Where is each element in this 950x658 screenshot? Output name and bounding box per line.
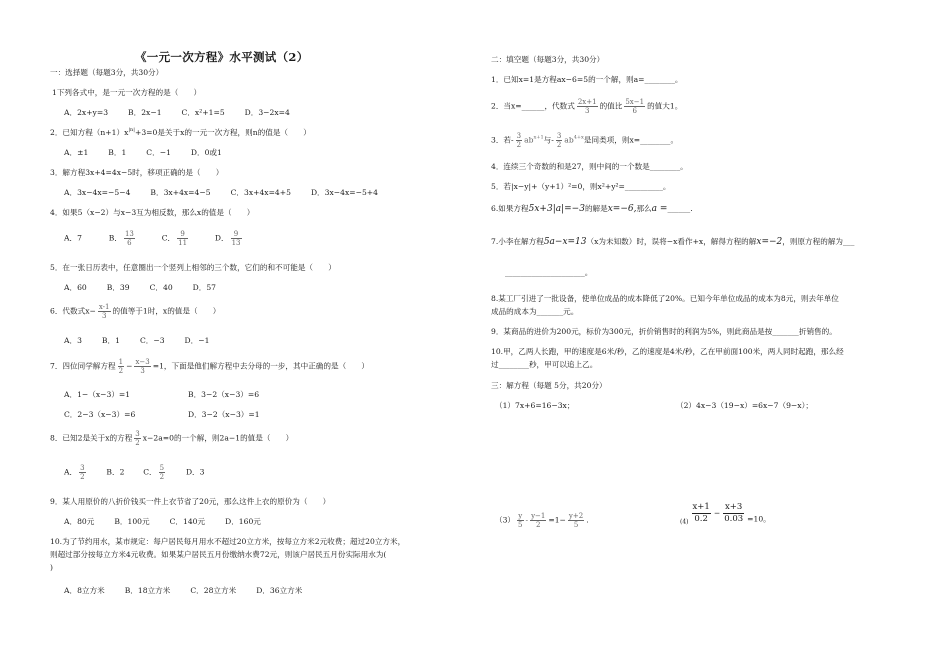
option-a: A．2x+y=3 [64, 108, 109, 117]
question-10-line-3: ) [50, 563, 53, 572]
question-6-options [64, 336, 229, 346]
solve-equation-3: （3） $\frac{y}{5}$ - $\frac{y-1}{2}$ =1− $\frac{y+2}{5}$ . [495, 512, 589, 529]
question-4-options: A．7 B． $\frac{13}{6}$ C． $\frac{9}{11}$ D． $\frac{9}{13}$ [64, 230, 241, 247]
fraction: $\frac{1}{2}$ [118, 358, 124, 375]
fill-question-6: 6.如果方程5x+3|a|=−3的解是x=−6,那么a =______. [491, 204, 693, 214]
fill-question-7: 7.小李在解方程5a−x=13（x为未知数）时，误将−x看作+x，解得方程的解x=−2，则原方程的解为___ [491, 237, 855, 247]
option-d: D．3x−4x=−5+4 [310, 188, 378, 197]
exam-title: 《一元一次方程》水平测试（2） [135, 50, 309, 64]
section-choice-heading: 一：选择题（每题3分，共30分） [50, 68, 164, 77]
option-d: D．57 [192, 283, 217, 292]
option-c: C．40 [149, 283, 173, 292]
question-5-options [64, 283, 236, 293]
solve-equation-2: （2）4x−3（19−x）=6x−7（9−x）； [676, 401, 813, 410]
solve-equation-4: $_{(4)}$ $\frac{x+1}{0.2}$ − $\frac{x+3}{0.03}$ =10。 [680, 502, 771, 526]
option-c: C．140元 [169, 517, 206, 526]
fraction: $\frac{3}{2}$ [135, 430, 140, 447]
option-d: D．−1 [184, 336, 210, 345]
fraction: $\frac{9}{11}$ [178, 230, 188, 247]
fraction: $\frac{3}{2}$ [80, 464, 85, 481]
option-c: C．x²+1=5 [181, 108, 225, 117]
fill-question-1: 1．已知x=1是方程ax−6=5的一个解，则a=________。 [491, 75, 683, 84]
option-a: A．60 [64, 283, 87, 292]
fill-question-3: 3．若- $\frac{3}{2}$ $ab^{x+1}$与- $\frac{3}{2}$ $ab^{4+x}$是同类项，则x=________。 [491, 132, 679, 149]
fill-question-5: 5．若|x−y|+（y+1）²=0，则x²+y²=__________。 [491, 182, 671, 191]
fill-question-10-line-2: 过________秒，甲可以追上乙。 [491, 360, 598, 369]
question-3-options [64, 188, 398, 198]
question-9-options [64, 517, 281, 527]
fraction: $\frac{3}{2}$ [556, 132, 562, 149]
question-2-options [64, 148, 242, 158]
fill-question-10-line-1: 10.甲，乙两人长跑，甲的速度是6米/秒，乙的速度是4米/秒，乙在甲前面100米，两人同时起跑，那么经 [491, 347, 844, 356]
question-1: 1下列各式中，是一元一次方程的是（ ） [52, 88, 202, 97]
option-b: B．3x+4x=4−5 [150, 188, 211, 197]
option-d: D．0或1 [190, 148, 222, 157]
option-b: B．39 [106, 283, 130, 292]
fraction: $\frac{5x-1}{6}$ [625, 98, 645, 115]
fraction: $\frac{13}{6}$ [124, 230, 134, 247]
option-c: C．28立方米 [190, 586, 237, 595]
question-7: 7．四位同学解方程 $\frac{1}{2}$ − $\frac{x-3}{3}$ =1，下面是他们解方程中去分母的一步，其中正确的是（ ） [50, 358, 369, 375]
question-8-options: A． $\frac{3}{2}$ B．2 C． $\frac{5}{2}$ D．3 [64, 464, 205, 481]
option-a: A．±1 [64, 148, 89, 157]
option-b: B．18立方米 [124, 586, 171, 595]
fill-question-2: 2．当x=______，代数式 $\frac{2x+1}{3}$ 的值比 $\frac{5x-1}{6}$ 的值大1。 [491, 98, 683, 115]
question-3: 3．解方程3x+4=4x−5时，移项正确的是（ ） [50, 168, 224, 177]
option-a: A．3x−4x=−5−4 [64, 188, 131, 197]
fraction: $\frac{3}{2}$ [516, 132, 522, 149]
question-10-line-2: 则超过部分按每立方米4元收费。如果某户居民五月份缴纳水费72元，则该户居民五月份实际用水为( [50, 550, 387, 559]
fraction: $\frac{x-3}{3}$ [135, 358, 150, 375]
fraction: $\frac{9}{13}$ [231, 230, 241, 247]
question-10-options [64, 586, 322, 596]
question-1-options [64, 108, 310, 118]
section-fill-heading: 二：填空题（每题3分，共30分） [491, 55, 605, 64]
fill-question-8-line-2: 成品的成本为_______元。 [491, 307, 579, 316]
fraction: $\frac{2x+1}{3}$ [577, 98, 597, 115]
fraction: $\frac{x+1}{0.2}$ [692, 502, 710, 524]
option-d: D．36立方米 [256, 586, 303, 595]
question-4: 4．如果5（x−2）与x−3互为相反数，那么x的值是（ ） [50, 208, 255, 217]
option-b: B．100元 [114, 517, 150, 526]
option-c: C．−3 [139, 336, 165, 345]
option-c: C．3x+4x=4+5 [230, 188, 291, 197]
fill-question-4: 4．连续三个奇数的和是27，则中间的一个数是________。 [491, 162, 688, 171]
question-2: 2．已知方程$(n+1)x^{|n|}+3=0$是关于x的一元一次方程，则n的值是（ ） [50, 127, 311, 137]
fill-question-8-line-1: 8.某工厂引进了一批设备，使单位成品的成本降低了20%。已知今年单位成品的成本为8元，则去年单位 [491, 294, 839, 303]
question-6: 6．代数式x− $\frac{x-1}{3}$ 的值等于1时，x的值是（ ） [50, 303, 221, 320]
question-5: 5．在一张日历表中，任意圈出一个竖列上相邻的三个数，它们的和不可能是（ ） [50, 263, 336, 272]
option-c: C．−1 [146, 148, 171, 157]
option-b: B．1 [101, 336, 120, 345]
option-d: D．160元 [225, 517, 261, 526]
fill-question-7-answer-line: _____________________。 [505, 268, 593, 277]
section-solve-heading: 三：解方程（每题 5分，共20分） [491, 381, 607, 390]
option-b: B．1 [108, 148, 127, 157]
question-10-line-1: 10.为了节约用水，某市规定：每户居民每月用水不超过20立方米，按每立方米2元收费；超过20立方米， [50, 537, 406, 546]
option-a: A．3 [64, 336, 82, 345]
fraction: $\frac{y}{5}$ [518, 512, 523, 529]
question-7-option-c: C．2−3（x−3）=6 [64, 410, 136, 419]
fraction: $\frac{y+2}{5}$ [568, 512, 584, 529]
solve-equation-1: （1）7x+6=16−3x； [495, 401, 575, 410]
option-b: B．2x−1 [128, 108, 162, 117]
option-d: D．3−2x=4 [244, 108, 290, 117]
question-9: 9．某人用原价的八折价钱买一件上衣节省了20元，那么这件上衣的原价为（ ） [50, 497, 331, 506]
question-7-option-b: B．3−2（x−3）=6 [188, 390, 260, 399]
fill-question-9: 9．某商品的进价为200元，标价为300元，折价销售时的利润为5%，则此商品是按_______折销售的。 [491, 327, 837, 336]
option-a: A．8立方米 [64, 586, 105, 595]
fraction: $\frac{y-1}{2}$ [531, 512, 546, 529]
question-7-option-a: A．1−（x−3）=1 [64, 390, 131, 399]
question-7-option-d: D．3−2（x−3）=1 [188, 410, 260, 419]
fraction: $\frac{x-1}{3}$ [98, 303, 110, 320]
fraction: $\frac{5}{2}$ [159, 464, 165, 481]
question-8: 8．已知2是关于x的方程 $\frac{3}{2}$ x−2a=0的一个解，则2a−1的值是（ ） [50, 430, 294, 447]
fraction: $\frac{x+3}{0.03}$ [724, 502, 744, 524]
option-a: A．80元 [64, 517, 95, 526]
